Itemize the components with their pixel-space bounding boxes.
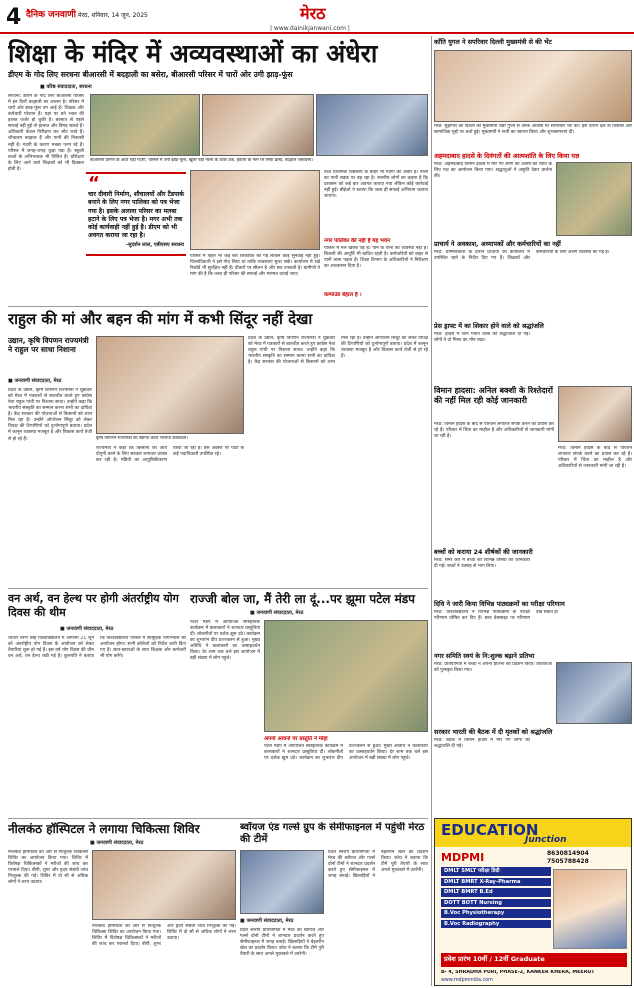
right-h6: बच्चों को कराया 24 शीर्षकों की जानकारी — [434, 548, 533, 556]
ad-website[interactable]: www.mdpmindia.com — [441, 978, 493, 983]
quote-text: चार दीवारी निर्माण, शौचालयों और टैंडपार्क बनाने के लिए नगर पालिका को पत्र भेजा गया है। इसके अलावा परिसर का मलबा हटाने के लिए पत्र भेजा है। मगर अभी तक कोई कार्यवाही नहीं हुई है। डीएम को भी अवगत कराया जा रहा है। — [88, 191, 184, 239]
masthead — [0, 0, 634, 34]
right-b7: मेरठ: विश्वविद्यालय ने विभिन्न पाठ्यक्रमों के परीक्षा परिणाम घोषित कर दिए हैं। छात्र वेबसाइट पर परिणाम देख सकते हैं। — [434, 610, 559, 622]
right-b2: मेरठ: अहमदाबाद विमान हादसे में मारे गए लोगों की आत्मा की शांति के लिए यज्ञ का आयोजन किया गया। श्रद्धालुओं ने आहुति देकर प्रार्थना की। — [434, 162, 552, 180]
divider — [8, 306, 428, 307]
story4-photo — [264, 620, 428, 732]
lead-quote — [86, 172, 186, 256]
right-photo-5 — [558, 386, 632, 442]
right-b5: मेरठ: विमान हादसे के बाद से परिजन लगातार संपर्क करने का प्रयास कर रहे हैं। परिवार में चिंता का माहौल है और अधिकारियों से जानकारी मांगी जा रही है। — [434, 422, 554, 440]
right-b5b: मेरठ: विमान हादसे के बाद से परिजन लगातार संपर्क करने का प्रयास कर रहे हैं। परिवार में चिंता का माहौल है और अधिकारियों से जानकारी मांगी जा रही है। — [558, 446, 632, 470]
right-h7: दिवि ने जारी किया विभिन्न पाठ्यक्रमों का परीक्षा परिणाम — [434, 600, 565, 608]
ad-logo: MDPMI — [441, 851, 485, 864]
right-h3: प्राचार्य ने अवकाश, अध्यापकों और कर्मचारियों का नहीं — [434, 240, 561, 248]
ad-subtitle: Junction — [525, 835, 567, 845]
lead-body-mid: परिसर में पहले भी कई बार शिकायत की गई लेकिन कोई सुनवाई नहीं हुई। जिलाधिकारी ने इसे गोद लिया था ताकि व्यवस्थाएं सुधर सकें। कार्यालय में रखे रिकॉर्ड भी सुरक्षित नहीं हैं। दीवारों पर सीलन है और छत टपकती है। ग्रामीणों ने मांग की है कि जल्द ही परिसर की सफाई और मरम्मत कराई जाए। — [190, 254, 320, 278]
story2-caption: कृषि विपणन राज्यमंत्री का स्वागत करते भाजपा कार्यकर्ता। — [96, 436, 188, 441]
education-ad[interactable] — [434, 818, 632, 986]
lead-photo-4 — [190, 170, 320, 250]
story4-byline: ■ जनवाणी संवाददाता, मेरठ — [250, 610, 304, 616]
paper-name: दैनिक जनवाणी — [26, 10, 76, 20]
divider — [8, 818, 428, 819]
ad-course-list — [441, 867, 551, 930]
lead-photo-caption: बीआरसी प्रांगण के अंदर पड़ी गंदगी, परिसर में उगी झाड़-फूंस, खुली पड़ी नाली के ऊपर टैंक, हैंडपंप के नाम पर सिर्फ ढांचा, बदहाल शौचालय। — [90, 158, 313, 163]
right-top-photo — [434, 50, 632, 122]
ad-course: DMLT BMRT X-Ray-Pharma — [441, 878, 551, 887]
website[interactable]: | www.dainikjanwani.com | — [270, 25, 350, 32]
ad-course: DMLT SMLT परीक्षा डिग्री — [441, 867, 551, 876]
divider — [8, 588, 428, 589]
ad-phones: 8630814904 7505788428 — [547, 850, 589, 865]
quote-mark-icon: “ — [88, 173, 100, 194]
story4-body2: पटेल मंडप में आयोजित सांस्कृतिक कार्यक्रम में कलाकारों ने शानदार प्रस्तुतियां दीं। लोकगीतों पर दर्शक झूम उठे। कार्यक्रम का शुभारंभ दीप प्रज्ज्वलन से हुआ। मुख्य अतिथि ने कलाकारों का उत्साहवर्धन किया। देर शाम तक चले इस आयोजन में बड़ी संख्या में लोग पहुंचे। — [264, 744, 428, 762]
lead-subheadline: डीएम के गोद लिए सरधना बीआरसी में बदहाली का बसेरा, बीआरसी परिसर में चारों ओर उगी झाड़-फूंस — [8, 70, 293, 79]
story6-headline: ब्वॉयज एंड गर्ल्स ग्रुप के सेमीफाइनल में पहुंची मेरठ की टीमें — [240, 822, 425, 845]
story5-byline: ■ जनवाणी संवाददाता, मेरठ — [90, 840, 144, 846]
story5-photo — [92, 850, 236, 920]
story2-body3: प्रदेश के उद्यान, कृषि विपणन राज्यमंत्री ने शुक्रवार को मेरठ में पत्रकारों से बातचीत करते हुए कांग्रेस नेता राहुल गांधी पर निशाना साधा। उन्होंने कहा कि भारतीय संस्कृति का सम्मान करना सभी का दायित्व है। केंद्र सरकार की योजनाओं से किसानों को लाभ मिल रहा है। उन्होंने ऑपरेशन सिंदूर को लेकर विपक्ष की टिप्पणियों को दुर्भाग्यपूर्ण बताया। प्रदेश में कानून व्यवस्था मजबूत है और विकास कार्य तेजी से हो रहे हैं। — [248, 336, 428, 366]
ad-admission: प्रवेश प्रारंभ 10वीं / 12वीं Graduate — [441, 953, 627, 967]
right-h4: प्रेस ड्राफ्ट में का शिकार होने वाले को श्रद्धांजलि — [434, 322, 544, 330]
story2-body: प्रदेश के उद्यान, कृषि विपणन राज्यमंत्री ने शुक्रवार को मेरठ में पत्रकारों से बातचीत करते हुए कांग्रेस नेता राहुल गांधी पर निशाना साधा। उन्होंने कहा कि भारतीय संस्कृति का सम्मान करना सभी का दायित्व है। केंद्र सरकार की योजनाओं से किसानों को लाभ मिल रहा है। उन्होंने ऑपरेशन सिंदूर को लेकर विपक्ष की टिप्पणियों को दुर्भाग्यपूर्ण बताया। प्रदेश में कानून व्यवस्था मजबूत है और विकास कार्य तेजी से हो रहे हैं। — [8, 388, 92, 442]
right-h8: नगर समिति स्वयं के नि:शुल्क बढ़ाने प्रतिभा — [434, 652, 535, 660]
right-top-headline: काँति युगल ने सपरिवार दिल्ली मुख्यमंत्री से की भेंट — [434, 38, 552, 46]
story2-deck: उद्यान, कृषि विपणन राज्यमंत्री ने राहुल पर साधा निशाना — [8, 336, 89, 355]
lead-body-right: उच्च प्राथमिक विद्यालय के बाहर भी गंदगी का अंबार है। नाली का पानी सड़क पर बह रहा है। स्थानीय लोगों का कहना है कि प्रशासन को कई बार अवगत कराया गया लेकिन कोई कार्रवाई नहीं हुई। बीईओ ने बताया कि जल्द ही सफाई अभियान चलाया जाएगा। — [324, 170, 428, 200]
story2-body2: राज्यमंत्री ने कहा कि किसानों की आय दोगुनी करने के लिए सरकार लगातार प्रयास कर रही है। मंडियों का आधुनिकीकरण किया जा रहा है। इस अवसर पर पार्टी के कई पदाधिकारी उपस्थित रहे। — [96, 446, 244, 464]
right-h9: सरकार भारती की बैठक में दी मृतकों को श्रद्धांजलि — [434, 728, 553, 736]
story3-byline: ■ जनवाणी संवाददाता, मेरठ — [60, 626, 114, 632]
right-photo-8 — [556, 662, 632, 724]
right-h2: अहमदाबाद हादसे के दिवंगतों की आत्मशांति के लिए किया यज्ञ — [434, 152, 580, 160]
lead-body-far: परिसर में नल खराब पड़े हैं। पीने के पानी की व्यवस्था नहीं है। बिजली की आपूर्ति भी बाधित रहती है। कर्मचारियों को बाहर से पानी लाना पड़ता है। शिक्षा विभाग के अधिकारियों ने निरीक्षण का आश्वासन दिया है। — [324, 246, 428, 270]
right-photo-2 — [556, 162, 632, 236]
lead-byline: ■ वरिष्ठ संवाददाता, सरधना — [40, 84, 92, 90]
story2-photo — [96, 336, 244, 434]
ad-title: EDUCATION — [441, 821, 539, 839]
story5-headline: नीलकंठ हॉस्पिटल ने लगाया चिकित्सा शिविर — [8, 822, 200, 836]
page-number: 4 — [6, 5, 22, 30]
story4-subhead: अपनों आवनों पर प्रस्तुति ने मोहा — [264, 736, 328, 742]
right-b8: मेरठ: प्रतियोगिता में बच्चों ने अपनी प्रतिभा का प्रदर्शन किया। विजेताओं को पुरस्कृत किया गया। — [434, 662, 552, 674]
ad-photo — [553, 869, 627, 949]
right-top-body: मेरठ: सुहागल की दिल्ली की मुख्यमंत्री रेखा गुप्ता से उनके आवास पर सपरिवार भेंट की। इस दौरान क्षेत्र के विकास और सामाजिक मुद्दों पर चर्चा हुई। मुख्यमंत्री ने सभी का स्वागत किया और शुभकामनाएं दीं। — [434, 124, 632, 136]
lead-photo-2 — [202, 94, 314, 156]
story3-body: चौधरी चरण सिंह विश्वविद्यालय में आगामी 21 जून को अंतर्राष्ट्रीय योग दिवस के आयोजन को लेकर तैयारियां शुरू हो गई हैं। इस वर्ष योग दिवस की थीम वन अर्थ, वन हेल्थ रखी गई है। कुलपति ने बताया कि विश्वविद्यालय परिसर में सामूहिक योगाभ्यास का आयोजन होगा। सभी कॉलेजों को निर्देश जारी किए गए हैं। छात्र-छात्राओं के साथ शिक्षक और कर्मचारी भी योग करेंगे। — [8, 636, 186, 660]
story5-body2: नीलकंठ हॉस्पिटल की ओर से निःशुल्क चिकित्सा शिविर का आयोजन किया गया। शिविर में विशेषज्ञ चिकित्सकों ने मरीजों की जांच कर परामर्श दिया। बीपी, शुगर और हृदय संबंधी जांच निःशुल्क की गई। शिविर में दो सौ से अधिक लोगों ने लाभ उठाया। — [92, 924, 236, 948]
section-city: मेरठ — [300, 4, 326, 23]
story6-photo — [240, 850, 324, 914]
right-b6: मेरठ: समर कैंप में बच्चों को विभिन्न विषयों की जानकारी दी गई। बच्चों ने उत्साह से भाग लिया। — [434, 558, 530, 570]
ad-course: B.Voc Radiography — [441, 920, 551, 929]
issue-date: मेरठ, शनिवार, 14 जून, 2025 — [78, 12, 148, 19]
lead-subhead-2: कम्पाउंड बेहाल है । — [324, 292, 362, 298]
ad-course: DOTT BOTT Nursing — [441, 899, 551, 908]
story2-byline: ■ जनवाणी संवाददाता, मेरठ — [8, 378, 62, 384]
story6-body: प्रदेश स्तरीय प्रतियोगिता में मेरठ की ब्वॉयज और गर्ल्स दोनों टीमों ने शानदार प्रदर्शन करते हुए सेमीफाइनल में जगह बनाई। खिलाड़ियों ने बेहतरीन खेल का प्रदर्शन किया। कोच ने बताया कि टीमें पूरी तैयारी के साथ अगले मुकाबले में उतरेंगी। — [240, 928, 324, 958]
lead-photo-1 — [90, 94, 200, 156]
story4-headline: राज्जी बोल जा, मैं तेरी ला दूं...पर झूमा पटेल मंडप — [190, 592, 415, 606]
ad-course: B.Voc Physiotherapy — [441, 909, 551, 918]
story3-headline: वन अर्थ, वन हेल्थ पर होगी अंतर्राष्ट्रीय योग दिवस की थीम — [8, 592, 179, 619]
story5-body: नीलकंठ हॉस्पिटल की ओर से निःशुल्क चिकित्सा शिविर का आयोजन किया गया। शिविर में विशेषज्ञ चिकित्सकों ने मरीजों की जांच कर परामर्श दिया। बीपी, शुगर और हृदय संबंधी जांच निःशुल्क की गई। शिविर में दो सौ से अधिक लोगों ने लाभ उठाया। — [8, 850, 88, 886]
lead-headline: शिक्षा के मंदिर में अव्यवस्थाओं का अंधेरा — [8, 39, 378, 68]
story6-byline: ■ जनवाणी संवाददाता, मेरठ — [240, 918, 294, 924]
lead-body-left: सरधना: डीएम के गोद लिए बीआरसी परिसर में इन दिनों बदहाली का आलम है। परिसर में चारों ओर झाड़-फूंस उग आई है। शिक्षक और कर्मचारी परेशान हैं। यहां पर बने भवन की हालत जर्जर हो चुकी है। बरसात से पहले सफाई नहीं हुई तो हालात और बिगड़ सकते हैं। अधिकारी केवल निरीक्षण कर लौट जाते हैं। शौचालय बदहाल हैं और पानी की निकासी नहीं है। गंदगी के कारण मच्छर पनप रहे हैं। परिसर में जगह-जगह कूड़ा पड़ा है। स्कूली बच्चों के अभिभावक भी चिंतित हैं। प्रशिक्षण के लिए आने वाले शिक्षकों को भी दिक्कत होती है। — [8, 94, 84, 172]
lead-subhead-1: नगर पालिका की नहीं है यह भवन — [324, 238, 390, 244]
lead-photo-3 — [316, 94, 428, 156]
story2-headline: राहुल की मां और बहन की मांग में कभी सिंदूर नहीं देखा — [8, 310, 313, 328]
right-b4: मेरठ: हादसे में जान गंवाने वालों को श्रद्धांजलि दी गई। लोगों ने दो मिनट का मौन रखा। — [434, 332, 530, 344]
right-h5: विमान हादसा: अनिल बक्शी के रिश्तेदारों की नहीं मिल रही कोई जानकारी — [434, 386, 553, 405]
ad-course: DMLT BMRT B.Ed — [441, 888, 551, 897]
right-b9: मेरठ: बैठक में विमान हादसे में मारे गए लोगों को श्रद्धांजलि दी गई। — [434, 738, 530, 750]
right-b3: मेरठ: ग्रीष्मावकाश के दौरान प्राचार्यों को कार्यालय में उपस्थित रहने के निर्देश दिए गए हैं। शिक्षकों और कर्मचारियों के लिए अलग व्यवस्था की गई है। — [434, 250, 610, 262]
story6-body2: प्रदेश स्तरीय प्रतियोगिता में मेरठ की ब्वॉयज और गर्ल्स दोनों टीमों ने शानदार प्रदर्शन करते हुए सेमीफाइनल में जगह बनाई। खिलाड़ियों ने बेहतरीन खेल का प्रदर्शन किया। कोच ने बताया कि टीमें पूरी तैयारी के साथ अगले मुकाबले में उतरेंगी। — [328, 850, 428, 880]
story4-body: पटेल मंडप में आयोजित सांस्कृतिक कार्यक्रम में कलाकारों ने शानदार प्रस्तुतियां दीं। लोकगीतों पर दर्शक झूम उठे। कार्यक्रम का शुभारंभ दीप प्रज्ज्वलन से हुआ। मुख्य अतिथि ने कलाकारों का उत्साहवर्धन किया। देर शाम तक चले इस आयोजन में बड़ी संख्या में लोग पहुंचे। — [190, 620, 260, 662]
column-divider — [431, 36, 432, 986]
ad-address: B- 4, SHRADHA PURI, PHASE-2, KANKER KHERA, MEERUT — [441, 970, 595, 975]
quote-attribution: -सुदर्शन लाल, एबीएसए सरधना — [126, 241, 184, 248]
